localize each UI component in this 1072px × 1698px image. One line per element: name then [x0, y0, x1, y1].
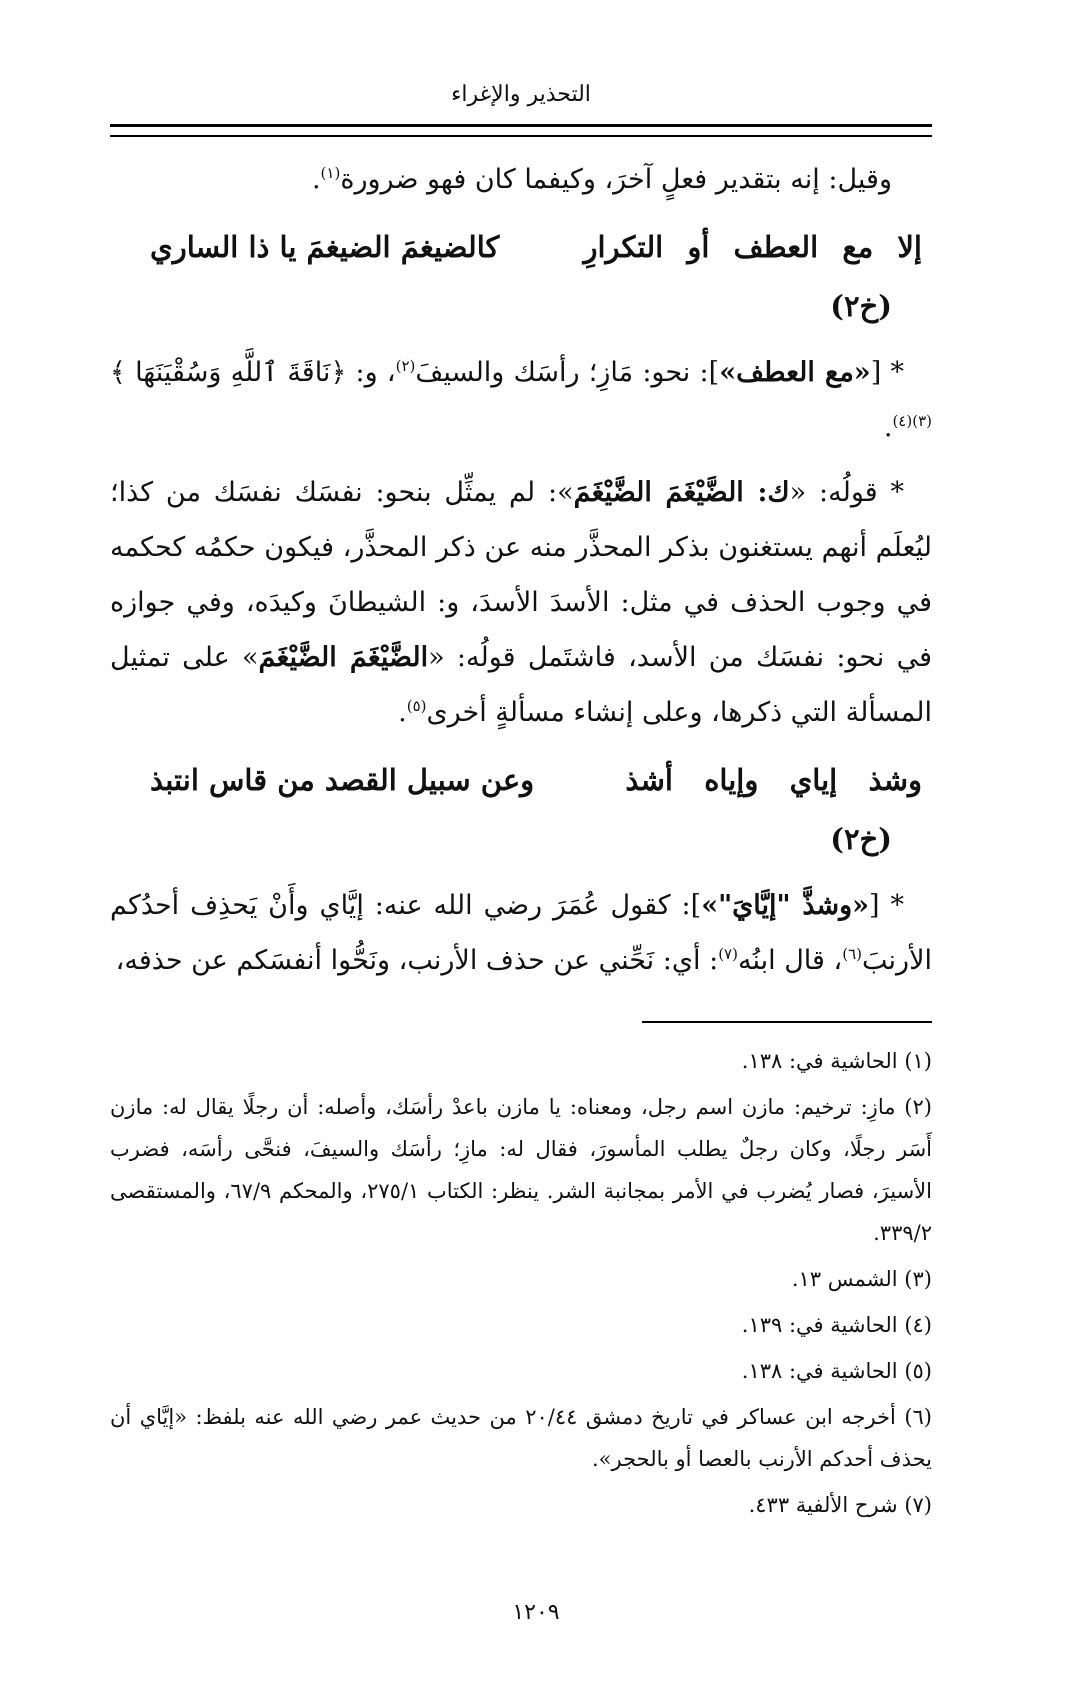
footnote-7: (٧) شرح الألفية ٤٣٣. [748, 1493, 932, 1517]
verse-word: التكرارِ [583, 230, 664, 264]
verse-word: وشذ [868, 763, 922, 797]
footnote-separator [642, 1021, 932, 1023]
verse-2 [110, 750, 932, 810]
footnote-3: (٣) الشمس ١٣. [791, 1267, 932, 1291]
verse-word: إلا [897, 230, 922, 264]
bold-term: ك: الضَّيْغَمَ الضَّيْغَمَ [573, 477, 790, 508]
footnote-ref: (٧) [718, 945, 738, 963]
footnote-ref: (٦) [842, 945, 863, 963]
paragraph-4: * [«وشذَّ "إيَّايَ"»]: كقول عُمَرَ رضي الله عنه: إيَّاي وأَنْ يَحذِف أحدُكم الأرنبَ$^{(٦)}$، قال ابنُه$^{(٧)}$: أي: نَحِّني عن حذف الأرنب، ونَحُّوا أنفسَكم عن حذفه، [110, 890, 932, 976]
paragraph-2: * [«مع العطف»]: نحو: مَازِ؛ رأسَك والسيفَ$^{(٢)}$، و: ﴿نَاقَةَ ٱللَّهِ وَسُقْيَنَهَا ﴾$^{(٣)(٤)}$. [110, 357, 932, 443]
header-rule-thin [110, 135, 932, 137]
footnote-ref: (٣)(٤) [892, 412, 932, 430]
verse-word: العطف [733, 230, 819, 264]
page-number: ١٢٠٩ [512, 1600, 560, 1625]
footnote-1: (١) الحاشية في: ١٣٨. [741, 1049, 932, 1073]
verse-hemistich: كالضيغمَ الضيغمَ يا ذا الساري [150, 230, 500, 264]
bold-term: «مع العطف» [719, 357, 871, 388]
main-text [110, 152, 932, 998]
footnote-2: (٢) مازِ: ترخيم: مازن اسم رجل، ومعناه: يا مازن باعدْ رأسَك، وأصله: أن رجلًا يقال له: مازن أَسَر رجلًا، وكان رجلٌ يطلب المأسورَ، فقال له: مازِ؛ رأسَك والسيفَ، فنحَّى رأسَه، فضرب الأسيرَ، فصار يُضرب في الأمر بمجانبة الشر. ينظر: الكتاب ٢٧٥/١، والمحكم ٦٧/٩، والمستقصى ٣٣٩/٢. [110, 1095, 932, 1245]
bold-term: الضَّيْغَمَ الضَّيْغَمَ [258, 642, 429, 673]
paragraph-3: * قولُه: «ك: الضَّيْغَمَ الضَّيْغَمَ»: لم يمثِّل بنحو: نفسَك نفسَك من كذا؛ ليُعلَم أنهم يستغنون بذكر المحذَّر منه عن ذكر المحذَّر، فيكون حكمُه كحكمه في وجوب الحذف في مثل: الأسدَ الأسدَ، و: الشيطانَ وكيدَه، وفي جوازه في نحو: نفسَك من الأسد، فاشتَمل قولُه: «الضَّيْغَمَ الضَّيْغَمَ» على تمثيل المسألة التي ذكرها، وعلى إنشاء مسألةٍ أخرى$^{(٥)}$. [110, 477, 932, 728]
running-head: التحذير والإغراء [451, 82, 591, 107]
bold-term: «وشذَّ "إيَّايَ"» [701, 890, 870, 921]
footnote-6: (٦) أخرجه ابن عساكر في تاريخ دمشق ٢٠/٤٤ من حديث عمر رضي الله عنه بلفظ: «إيَّاي أن يحذف أحدكم الأرنب بالعصا أو بالحجر». [110, 1405, 932, 1471]
verse-word: مع [842, 230, 874, 264]
verse-word: إياي [789, 763, 838, 797]
verse-word: وإياه [704, 763, 759, 797]
footnote-4: (٤) الحاشية في: ١٣٩. [741, 1313, 932, 1337]
header-rule-thick [110, 124, 932, 127]
footnote-5: (٥) الحاشية في: ١٣٨. [741, 1359, 932, 1383]
footnote-ref: (٢) [395, 357, 416, 375]
footnote-ref: (١) [320, 164, 341, 182]
paragraph-1: وقيل: إنه بتقدير فعلٍ آخرَ، وكيفما كان فهو ضرورة$^{(١)}$. [311, 164, 892, 195]
footnote-ref: (٥) [406, 697, 427, 715]
verse-1 [110, 217, 932, 277]
footnotes [110, 1040, 932, 1530]
verse-2-ref: (خ٢) [830, 822, 892, 856]
verse-word: أو [687, 230, 710, 264]
verse-hemistich: وعن سبيل القصد من قاس انتبذ [150, 763, 535, 797]
verse-word: أشذ [625, 763, 673, 797]
verse-1-ref: (خ٢) [830, 289, 892, 323]
